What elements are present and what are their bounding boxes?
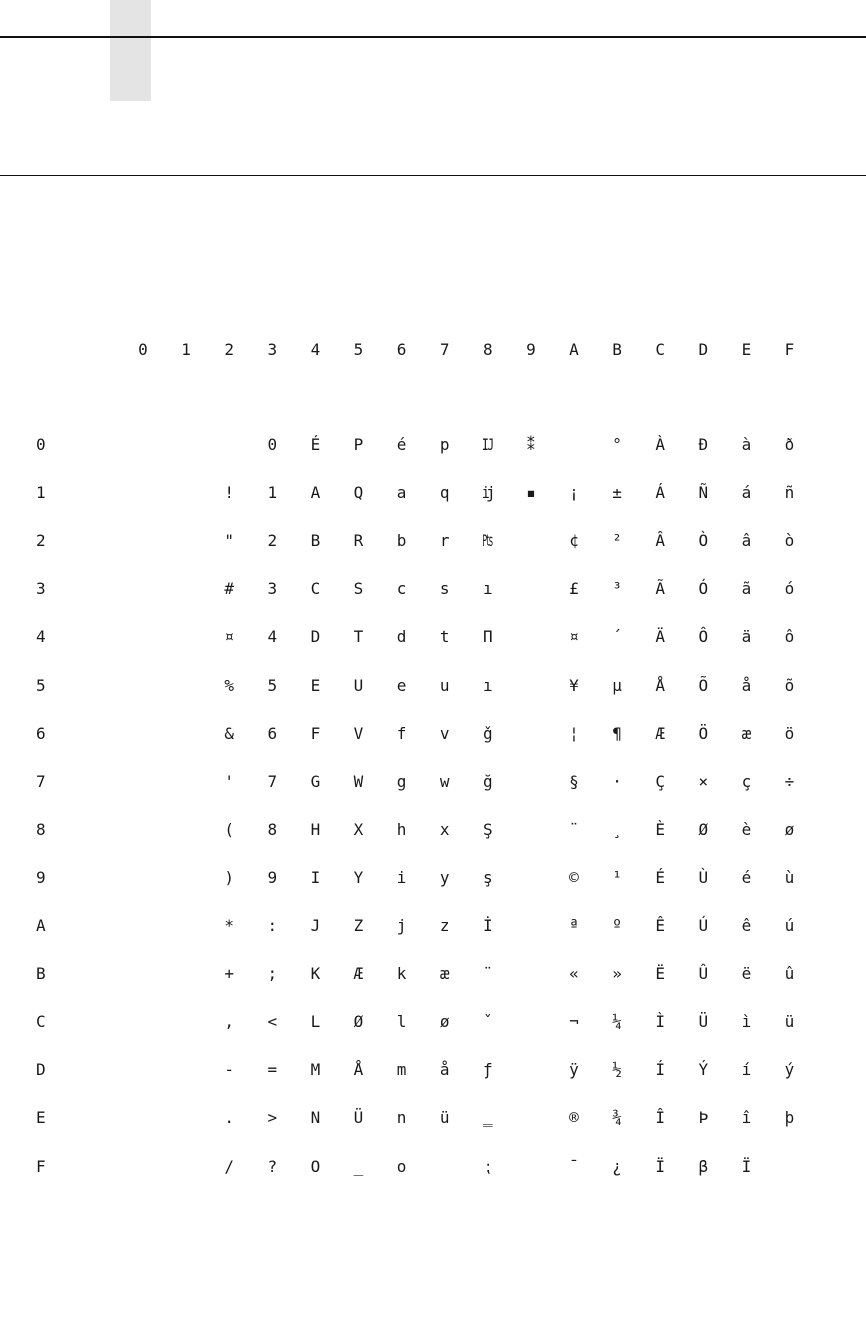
char-cell-3A: : [267,916,278,935]
char-cell-49: I [310,867,321,887]
char-cell-EB: ë [741,964,752,984]
char-cell-39: 9 [267,867,278,887]
column-header-8: 8 [482,340,493,359]
char-cell-D0: Ð [698,435,709,454]
char-cell-EE: î [741,1108,752,1128]
char-cell-AF: ¯ [569,1156,579,1176]
char-cell-80: Ĳ [482,435,493,454]
row-header-0: 0 [36,435,46,454]
char-cell-28: ( [224,819,234,839]
char-cell-CD: Í [655,1060,665,1080]
char-cell-69: i [396,867,407,887]
char-cell-E5: å [741,675,752,695]
char-cell-42: B [310,531,321,551]
char-cell-55: U [353,675,364,695]
char-cell-7C: ø [439,1012,450,1032]
char-cell-35: 5 [267,675,278,695]
char-cell-E4: ä [741,627,752,647]
char-cell-CB: Ë [655,964,665,984]
char-cell-71: q [439,483,450,503]
char-cell-6B: k [396,964,407,984]
row-header-D: D [36,1060,46,1080]
char-cell-B2: ² [612,531,622,551]
char-cell-2C: , [224,1012,234,1032]
char-cell-8D: ƒ [482,1060,493,1080]
char-cell-37: 7 [267,771,278,791]
char-cell-B6: ¶ [612,723,622,743]
char-cell-EA: ê [741,916,752,935]
char-cell-60: é [396,435,407,454]
char-cell-E2: â [741,531,752,551]
char-cell-F9: ù [784,867,795,887]
char-cell-FD: ý [784,1060,795,1080]
char-cell-E0: à [741,435,752,454]
char-cell-86: ǧ [482,723,493,743]
char-cell-8F: ⁏ [485,1156,491,1176]
char-cell-B7: · [612,771,622,791]
char-cell-81: ĳ [482,483,493,503]
char-cell-62: b [396,531,407,551]
char-cell-C5: Å [655,675,665,695]
char-cell-6D: m [396,1060,407,1080]
char-cell-4E: N [310,1108,321,1128]
char-cell-21: ! [224,483,234,503]
char-cell-4D: M [310,1060,321,1080]
row-header-2: 2 [36,531,46,551]
char-cell-43: C [310,579,321,599]
char-cell-C2: Â [655,531,665,551]
char-cell-87: ğ [482,771,493,791]
char-cell-45: E [310,675,321,695]
char-cell-F5: õ [784,675,795,695]
column-header-B: B [612,340,622,359]
char-cell-65: e [396,675,407,695]
char-cell-84: Π [482,627,493,647]
char-cell-B3: ³ [612,579,622,599]
column-header-9: 9 [526,340,536,359]
char-cell-FC: ü [784,1012,795,1032]
char-cell-76: v [439,723,450,743]
char-cell-41: A [310,483,321,503]
char-cell-AE: ® [569,1108,579,1128]
char-cell-48: H [310,819,321,839]
char-cell-7E: ü [439,1108,450,1128]
char-cell-3E: > [267,1108,278,1128]
char-cell-54: T [353,627,364,647]
char-cell-C9: É [655,867,665,887]
char-cell-38: 8 [267,819,278,839]
row-header-7: 7 [36,771,46,791]
char-cell-33: 3 [267,579,278,599]
row-header-4: 4 [36,627,46,647]
char-cell-36: 6 [267,723,278,743]
char-cell-C0: À [655,435,665,454]
char-cell-A5: ¥ [569,675,579,695]
char-cell-6A: j [396,916,407,935]
char-cell-5B: Æ [353,964,364,984]
char-cell-59: Y [353,867,364,887]
char-cell-8A: İ [482,916,493,935]
column-header-3: 3 [267,340,278,359]
char-cell-27: ' [224,771,234,791]
char-cell-E8: è [741,819,752,839]
char-cell-91: ▪ [526,483,536,503]
char-cell-82: ₧ [482,531,493,551]
row-header-3: 3 [36,579,46,599]
char-cell-CA: Ê [655,916,665,935]
char-cell-85: ı [482,675,493,695]
char-cell-53: S [353,579,364,599]
char-cell-63: c [396,579,407,599]
char-cell-46: F [310,723,321,743]
char-cell-52: R [353,531,364,551]
char-cell-88: Ş [482,819,493,839]
column-header-5: 5 [353,340,364,359]
column-header-C: C [655,340,665,359]
char-cell-C7: Ç [655,771,665,791]
char-cell-25: % [224,675,234,695]
char-cell-BC: ¼ [612,1012,622,1032]
row-header-9: 9 [36,867,46,887]
char-cell-34: 4 [267,627,278,647]
char-cell-32: 2 [267,531,278,551]
char-cell-79: y [439,867,450,887]
char-cell-56: V [353,723,364,743]
row-header-E: E [36,1108,46,1128]
char-cell-50: P [353,435,364,454]
char-cell-51: Q [353,483,364,503]
char-cell-D7: × [698,771,709,791]
column-header-7: 7 [439,340,450,359]
char-cell-4B: K [310,964,321,984]
char-cell-FA: ú [784,916,795,935]
column-header-D: D [698,340,709,359]
char-cell-DE: Þ [698,1108,709,1128]
char-cell-DB: Û [698,964,709,984]
char-cell-8B: ¨ [482,964,493,984]
char-cell-F1: ñ [784,483,795,503]
char-cell-77: w [439,771,450,791]
char-cell-F8: ø [784,819,795,839]
column-header-F: F [784,340,795,359]
char-cell-2D: - [224,1060,234,1080]
char-cell-58: X [353,819,364,839]
char-cell-5D: Å [353,1060,364,1080]
char-cell-F6: ö [784,723,795,743]
char-cell-A7: § [569,771,579,791]
char-cell-5A: Z [353,916,364,935]
char-cell-70: p [439,435,450,454]
char-cell-B4: ´ [612,627,622,647]
char-cell-A1: ¡ [569,483,579,503]
char-cell-5C: Ø [353,1012,364,1032]
row-header-B: B [36,964,46,984]
char-cell-A2: ¢ [569,531,579,551]
char-cell-E9: é [741,867,752,887]
char-cell-64: d [396,627,407,647]
char-cell-BE: ¾ [612,1108,622,1128]
char-cell-90: ⁑ [526,435,535,454]
char-cell-5E: Ü [353,1108,364,1128]
char-cell-DA: Ú [698,916,709,935]
char-cell-78: x [439,819,450,839]
char-cell-D5: Õ [698,675,709,695]
char-cell-57: W [353,771,364,791]
char-cell-3B: ; [267,964,278,984]
char-cell-22: " [224,531,234,551]
char-cell-68: h [396,819,407,839]
char-cell-24: ¤ [224,627,234,647]
char-cell-A8: ¨ [569,819,579,839]
char-cell-6E: n [396,1108,407,1128]
char-cell-AB: « [569,964,579,984]
char-cell-B0: ° [612,435,622,454]
row-header-A: A [36,916,46,935]
char-cell-6F: o [396,1156,407,1176]
column-header-E: E [741,340,752,359]
char-cell-D4: Ô [698,627,709,647]
char-cell-2A: * [224,916,234,935]
char-cell-7D: å [439,1060,450,1080]
char-cell-67: g [396,771,407,791]
char-cell-4F: O [310,1156,321,1176]
char-cell-BF: ¿ [612,1156,622,1176]
char-cell-EC: ì [741,1012,752,1032]
char-cell-23: # [224,579,234,599]
char-cell-7B: æ [439,964,450,984]
char-cell-2F: / [224,1156,234,1176]
char-cell-75: u [439,675,450,695]
char-cell-6C: l [396,1012,407,1032]
char-cell-F4: ô [784,627,795,647]
char-cell-FE: þ [784,1108,795,1128]
column-header-A: A [569,340,579,359]
char-cell-3C: < [267,1012,278,1032]
char-cell-DF: β [698,1156,709,1176]
column-header-0: 0 [138,340,148,359]
char-cell-B8: ¸ [612,819,622,839]
char-cell-B1: ± [612,483,622,503]
char-cell-D3: Ó [698,579,709,599]
char-cell-2B: + [224,964,234,984]
row-header-6: 6 [36,723,46,743]
column-header-4: 4 [310,340,321,359]
char-cell-B9: ¹ [612,867,622,887]
char-cell-4A: J [310,916,321,935]
char-cell-72: r [439,531,450,551]
char-cell-F7: ÷ [784,771,795,791]
row-header-8: 8 [36,819,46,839]
row-header-1: 1 [36,483,46,503]
column-header-1: 1 [181,340,191,359]
char-cell-30: 0 [267,435,278,454]
char-cell-3D: = [267,1060,278,1080]
char-cell-D1: Ñ [698,483,709,503]
char-cell-B5: µ [612,675,622,695]
char-cell-BA: º [612,916,622,935]
char-cell-C3: Ã [655,579,665,599]
row-header-C: C [36,1012,46,1032]
char-cell-BD: ½ [612,1060,622,1080]
char-cell-F2: ò [784,531,795,551]
char-cell-FB: û [784,964,795,984]
char-cell-EF: Ï [741,1156,752,1176]
char-cell-7A: z [439,916,450,935]
char-cell-CE: Î [655,1108,665,1128]
char-cell-73: s [439,579,450,599]
char-cell-A9: © [569,867,579,887]
char-cell-DD: Ý [698,1060,709,1080]
char-cell-AC: ¬ [569,1012,579,1032]
char-cell-26: & [224,723,234,743]
column-header-6: 6 [396,340,407,359]
char-cell-31: 1 [267,483,278,503]
char-cell-E3: ã [741,579,752,599]
char-cell-D6: Ö [698,723,709,743]
char-cell-A6: ¦ [569,723,579,743]
char-cell-74: t [439,627,450,647]
char-cell-C6: Æ [655,723,665,743]
char-cell-89: ş [482,867,493,887]
char-cell-8E: ‗ [482,1108,493,1128]
char-cell-2E: . [224,1108,234,1128]
char-cell-DC: Ü [698,1012,709,1032]
char-cell-83: ı [482,579,493,599]
char-cell-CC: Ì [655,1012,665,1032]
char-cell-D9: Ù [698,867,709,887]
char-cell-C8: È [655,819,665,839]
char-cell-E7: ç [741,771,752,791]
char-cell-CF: Ï [655,1156,665,1176]
char-cell-ED: í [741,1060,752,1080]
char-cell-44: D [310,627,321,647]
char-cell-D2: Ò [698,531,709,551]
char-cell-A3: £ [569,579,579,599]
char-cell-29: ) [224,867,234,887]
char-cell-66: f [396,723,407,743]
char-cell-F3: ó [784,579,795,599]
char-cell-AD: ÿ [569,1060,579,1080]
char-cell-C4: Ä [655,627,665,647]
column-header-2: 2 [224,340,234,359]
char-cell-D8: Ø [698,819,709,839]
char-cell-47: G [310,771,321,791]
char-cell-61: a [396,483,407,503]
char-cell-A4: ¤ [569,627,579,647]
char-cell-AA: ª [569,916,579,935]
char-cell-F0: ð [784,435,795,454]
char-cell-C1: Á [655,483,665,503]
char-cell-BB: » [612,964,622,984]
char-cell-E1: á [741,483,752,503]
row-header-F: F [36,1156,46,1176]
row-header-5: 5 [36,675,46,695]
char-cell-4C: L [310,1012,321,1032]
char-cell-8C: ˇ [482,1012,493,1032]
char-cell-3F: ? [267,1156,278,1176]
char-cell-E6: æ [741,723,752,743]
char-cell-40: É [310,435,321,454]
char-cell-5F: _ [353,1156,364,1176]
